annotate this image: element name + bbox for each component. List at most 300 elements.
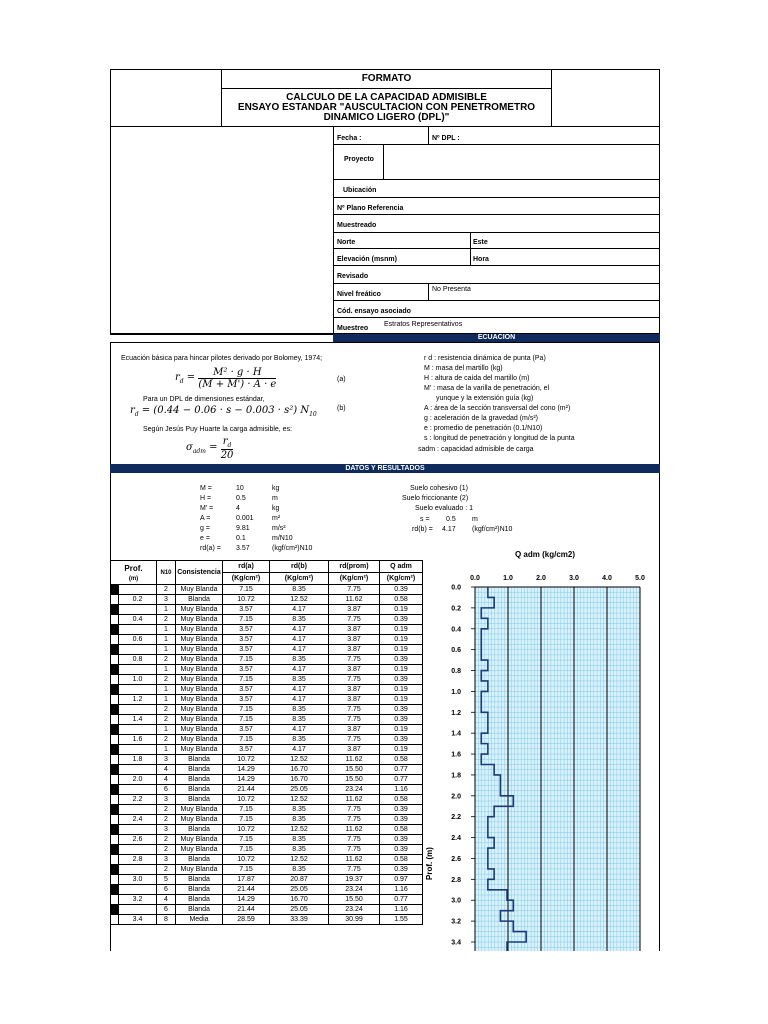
- ecuacion-band: ECUACION: [333, 334, 660, 342]
- param-key: rd(a) =: [200, 545, 221, 552]
- unit-label: (Kg/cm²): [284, 575, 314, 582]
- cell-rda: 21.44: [223, 785, 270, 795]
- cell-qadm: 0.39: [380, 675, 423, 685]
- y-tick-label: 2.0: [451, 793, 461, 801]
- cell-rdb: 4.17: [270, 605, 329, 615]
- cell-prof: 2.4: [119, 815, 157, 825]
- este-label: Este: [473, 239, 488, 246]
- cell-rdb: 4.17: [270, 725, 329, 735]
- cell-rdprom: 7.75: [329, 585, 380, 595]
- cell-consistencia: Blanda: [176, 795, 223, 805]
- y-tick-label: 2.2: [451, 814, 461, 822]
- cell-rda: 7.15: [223, 715, 270, 725]
- cell-rda: 7.15: [223, 865, 270, 875]
- cell-rdb: 20.87: [270, 875, 329, 885]
- cell-prof: 2.2: [119, 795, 157, 805]
- param-value: 9.81: [236, 525, 250, 532]
- x-tick-label: 3.0: [569, 575, 579, 582]
- cell-n10: 3: [157, 595, 176, 605]
- cell-n10: 4: [157, 895, 176, 905]
- cell-rdb: 8.35: [270, 705, 329, 715]
- cell-consistencia: Media: [176, 915, 223, 925]
- param-key: M' =: [200, 505, 214, 512]
- table-row: [111, 595, 423, 605]
- def-line: r d : resistencia dinámica de punta (Pa): [424, 355, 546, 362]
- cell-n10: 6: [157, 785, 176, 795]
- cell-qadm: 0.39: [380, 715, 423, 725]
- col-prof: [111, 561, 157, 585]
- depth-marker: [111, 595, 119, 605]
- cell-qadm: 0.39: [380, 835, 423, 845]
- cell-rda: 14.29: [223, 765, 270, 775]
- cell-rdprom: 11.62: [329, 595, 380, 605]
- cell-consistencia: Blanda: [176, 885, 223, 895]
- cell-n10: 6: [157, 885, 176, 895]
- cell-prof: 1.0: [119, 675, 157, 685]
- rdb-key: rd(b) =: [412, 526, 433, 533]
- cell-prof: 2.6: [119, 835, 157, 845]
- def-line: g : aceleración de la gravedad (m/s²): [424, 415, 538, 422]
- form-vline: [428, 126, 429, 144]
- depth-marker: [111, 615, 119, 625]
- cell-rdb: 4.17: [270, 685, 329, 695]
- table-row: [111, 825, 423, 835]
- cell-rdb: 4.17: [270, 625, 329, 635]
- def-line: sadm : capacidad admisible de carga: [418, 446, 534, 453]
- cell-rdb: 16.70: [270, 765, 329, 775]
- cell-prof: [119, 845, 157, 855]
- cell-prof: [119, 605, 157, 615]
- table-row: [111, 875, 423, 885]
- depth-marker: [111, 715, 119, 725]
- depth-marker: [111, 585, 119, 595]
- table-row: [111, 735, 423, 745]
- depth-marker: [111, 885, 119, 895]
- cell-n10: 3: [157, 795, 176, 805]
- y-tick-label: 0.2: [451, 605, 461, 613]
- plano-label: Nº Plano Referencia: [337, 205, 404, 212]
- depth-marker: [111, 765, 119, 775]
- depth-marker: [111, 725, 119, 735]
- cell-rdb: 33.39: [270, 915, 329, 925]
- ubicacion-label: Ubicación: [343, 187, 377, 194]
- cell-rdb: 4.17: [270, 745, 329, 755]
- cell-rdprom: 15.50: [329, 895, 380, 905]
- table-row: [111, 855, 423, 865]
- cell-rda: 3.57: [223, 745, 270, 755]
- cell-consistencia: Muy Blanda: [176, 725, 223, 735]
- chart-title: Q adm (kg/cm2): [514, 550, 575, 559]
- cell-rdb: 12.52: [270, 855, 329, 865]
- depth-marker: [111, 645, 119, 655]
- cell-prof: 0.2: [119, 595, 157, 605]
- cell-n10: 2: [157, 705, 176, 715]
- suelo-evaluado: Suelo evaluado : 1: [415, 505, 473, 512]
- cell-rda: 10.72: [223, 755, 270, 765]
- elevacion-label: Elevación (msnm): [337, 256, 397, 263]
- table-row: [111, 805, 423, 815]
- unit-label: (Kg/cm²): [386, 575, 416, 582]
- rdb-unit: (kgf/cm²)N10: [472, 526, 513, 533]
- depth-marker: [111, 655, 119, 665]
- fecha-label: Fecha :: [337, 135, 362, 142]
- cell-n10: 2: [157, 615, 176, 625]
- cell-rdb: 4.17: [270, 635, 329, 645]
- cell-n10: 2: [157, 655, 176, 665]
- table-row: [111, 765, 423, 775]
- form-vline: [428, 283, 429, 300]
- x-tick-label: 1.0: [503, 575, 513, 582]
- col-cons-label: Consistencia: [177, 569, 221, 576]
- y-tick-label: 3.0: [451, 897, 461, 905]
- cell-rdprom: 23.24: [329, 885, 380, 895]
- cell-rdb: 12.52: [270, 755, 329, 765]
- cell-rda: 3.57: [223, 695, 270, 705]
- cell-rda: 10.72: [223, 825, 270, 835]
- qadm-chart: [420, 568, 660, 951]
- cell-prof: 0.6: [119, 635, 157, 645]
- table-row: [111, 895, 423, 905]
- unit-label: (Kg/cm²): [339, 575, 369, 582]
- param-unit: (kgf/cm²)N10: [272, 545, 313, 552]
- def-line: A : área de la sección transversal del cono (m²): [424, 405, 571, 412]
- cell-n10: 2: [157, 735, 176, 745]
- cell-consistencia: Muy Blanda: [176, 705, 223, 715]
- cell-qadm: 0.77: [380, 765, 423, 775]
- form-vline: [470, 232, 471, 265]
- cell-consistencia: Blanda: [176, 765, 223, 775]
- cell-qadm: 0.58: [380, 855, 423, 865]
- cell-consistencia: Muy Blanda: [176, 865, 223, 875]
- cell-prof: [119, 805, 157, 815]
- col-rdb-label: rd(b): [291, 563, 307, 570]
- col-rda: [223, 561, 270, 573]
- param-value: 10: [236, 485, 244, 492]
- cell-rda: 3.57: [223, 645, 270, 655]
- cell-rdb: 8.35: [270, 835, 329, 845]
- y-tick-label: 0.0: [451, 584, 461, 592]
- cell-n10: 2: [157, 805, 176, 815]
- cell-prof: 3.0: [119, 875, 157, 885]
- cell-prof: [119, 765, 157, 775]
- cell-qadm: 0.39: [380, 815, 423, 825]
- depth-marker: [111, 795, 119, 805]
- col-rdb: [270, 561, 329, 573]
- cell-rdprom: 7.75: [329, 735, 380, 745]
- cell-rdb: 8.35: [270, 815, 329, 825]
- equation-b: $r_d = (0.44 - 0.06 \cdot s - 0.003 \cdot s^2)$ $N_{10}$: [130, 405, 317, 418]
- depth-marker: [111, 735, 119, 745]
- table-row: [111, 665, 423, 675]
- cell-rdprom: 11.62: [329, 755, 380, 765]
- cell-consistencia: Muy Blanda: [176, 715, 223, 725]
- y-tick-label: 2.8: [451, 876, 461, 884]
- cell-consistencia: Blanda: [176, 905, 223, 915]
- cell-rdprom: 7.75: [329, 675, 380, 685]
- cell-n10: 4: [157, 775, 176, 785]
- cell-rda: 3.57: [223, 685, 270, 695]
- col-rda-label: rd(a): [238, 563, 254, 570]
- cell-rdprom: 11.62: [329, 795, 380, 805]
- col-prof-unit: (m): [128, 575, 139, 582]
- depth-marker: [111, 915, 119, 925]
- table-row: [111, 775, 423, 785]
- title-line-3: DINAMICO LIGERO (DPL)": [323, 112, 450, 123]
- table-row: [111, 815, 423, 825]
- param-unit: kg: [272, 505, 280, 512]
- cell-qadm: 0.58: [380, 595, 423, 605]
- revisado-label: Revisado: [337, 273, 369, 280]
- cell-rdprom: 3.87: [329, 605, 380, 615]
- cell-prof: [119, 905, 157, 915]
- cell-rdb: 8.35: [270, 615, 329, 625]
- table-row: [111, 905, 423, 915]
- cell-n10: 2: [157, 815, 176, 825]
- cell-rda: 7.15: [223, 835, 270, 845]
- table-row: [111, 745, 423, 755]
- cell-consistencia: Blanda: [176, 755, 223, 765]
- logo-area: [110, 69, 222, 127]
- cell-n10: 1: [157, 645, 176, 655]
- cell-rdb: 16.70: [270, 775, 329, 785]
- cell-consistencia: Blanda: [176, 595, 223, 605]
- cell-rdb: 8.35: [270, 845, 329, 855]
- y-tick-label: 2.4: [451, 835, 461, 843]
- y-tick-label: 0.4: [451, 626, 461, 634]
- y-tick-label: 1.8: [451, 772, 461, 780]
- cell-n10: 1: [157, 625, 176, 635]
- cell-rdb: 8.35: [270, 805, 329, 815]
- ndpl-label: Nº DPL :: [432, 135, 460, 142]
- rdb-value: 4.17: [442, 526, 456, 533]
- depth-marker: [111, 635, 119, 645]
- unit-rdprom: [329, 573, 380, 585]
- cell-rdprom: 3.87: [329, 625, 380, 635]
- param-key: M =: [200, 485, 212, 492]
- cell-n10: 2: [157, 585, 176, 595]
- datos-band: DATOS Y RESULTADOS: [110, 464, 660, 473]
- cell-qadm: 0.19: [380, 745, 423, 755]
- col-q-label: Q adm: [390, 563, 412, 570]
- table-row: [111, 915, 423, 925]
- table-row: [111, 845, 423, 855]
- cell-n10: 1: [157, 635, 176, 645]
- y-tick-label: 1.0: [451, 688, 461, 696]
- cell-rdprom: 7.75: [329, 705, 380, 715]
- cell-rdprom: 3.87: [329, 725, 380, 735]
- cell-qadm: 1.16: [380, 905, 423, 915]
- y-tick-label: 1.2: [451, 709, 461, 717]
- muestreo-value: Estratos Representativos: [384, 321, 463, 328]
- unit-rdb: [270, 573, 329, 585]
- table-row: [111, 615, 423, 625]
- form-line: [333, 248, 660, 249]
- y-tick-label: 0.8: [451, 668, 461, 676]
- depth-marker: [111, 855, 119, 865]
- equation-a: $r_d$ = $\frac{\text{M² · g · H}}{(M + M') \cdot A \cdot e}$: [175, 367, 277, 390]
- col-rdp-label: rd(prom): [339, 563, 369, 570]
- depth-marker: [111, 785, 119, 795]
- cell-rda: 17.87: [223, 875, 270, 885]
- cell-rdprom: 7.75: [329, 835, 380, 845]
- cell-rdprom: 3.87: [329, 645, 380, 655]
- cell-qadm: 0.39: [380, 865, 423, 875]
- cell-rdb: 8.35: [270, 735, 329, 745]
- cell-rda: 14.29: [223, 775, 270, 785]
- table-row: [111, 635, 423, 645]
- cell-prof: 2.0: [119, 775, 157, 785]
- cell-consistencia: Muy Blanda: [176, 605, 223, 615]
- cell-qadm: 0.19: [380, 685, 423, 695]
- depth-marker: [111, 705, 119, 715]
- cell-rdb: 8.35: [270, 585, 329, 595]
- def-line: M : masa del martillo (kg): [424, 365, 503, 372]
- cell-rdb: 4.17: [270, 695, 329, 705]
- cell-prof: 0.4: [119, 615, 157, 625]
- muestreado-label: Muestreado: [337, 222, 377, 229]
- cell-n10: 2: [157, 715, 176, 725]
- cell-prof: [119, 685, 157, 695]
- depth-marker: [111, 835, 119, 845]
- x-tick-label: 5.0: [635, 575, 645, 582]
- norte-label: Norte: [337, 239, 356, 246]
- ecuacion-intro: Ecuación básica para hincar pilotes derivado por Bolomey, 1974;: [121, 355, 323, 362]
- cell-rdprom: 7.75: [329, 805, 380, 815]
- s-key: s =: [420, 516, 430, 523]
- cell-consistencia: Muy Blanda: [176, 685, 223, 695]
- depth-marker: [111, 875, 119, 885]
- cell-rdprom: 7.75: [329, 815, 380, 825]
- cell-rda: 7.15: [223, 815, 270, 825]
- cell-consistencia: Blanda: [176, 825, 223, 835]
- cell-rda: 7.15: [223, 805, 270, 815]
- table-row: [111, 645, 423, 655]
- cell-qadm: 0.39: [380, 615, 423, 625]
- cell-prof: 3.2: [119, 895, 157, 905]
- cell-rdprom: 23.24: [329, 905, 380, 915]
- param-unit: kg: [272, 485, 280, 492]
- cell-qadm: 0.39: [380, 735, 423, 745]
- hora-label: Hora: [473, 256, 489, 263]
- form-line: [333, 317, 660, 318]
- cell-rdprom: 15.50: [329, 775, 380, 785]
- form-frame: [110, 126, 660, 334]
- dpl-text: Para un DPL de dimensiones estándar,: [143, 396, 265, 403]
- col-consistencia: [176, 561, 223, 585]
- s-unit: m: [472, 516, 478, 523]
- cell-rda: 10.72: [223, 855, 270, 865]
- param-key: A =: [200, 515, 211, 522]
- param-value: 3.57: [236, 545, 250, 552]
- col-rdprom: [329, 561, 380, 573]
- depth-marker: [111, 845, 119, 855]
- cell-qadm: 0.39: [380, 805, 423, 815]
- form-line: [333, 197, 660, 198]
- cell-n10: 2: [157, 845, 176, 855]
- cell-rdb: 8.35: [270, 715, 329, 725]
- depth-marker: [111, 625, 119, 635]
- col-n10: [157, 561, 176, 585]
- y-tick-label: 0.6: [451, 647, 461, 655]
- cell-rdb: 25.05: [270, 905, 329, 915]
- cell-rda: 14.29: [223, 895, 270, 905]
- param-unit: m/s²: [272, 525, 286, 532]
- proyecto-label: Proyecto: [344, 156, 374, 163]
- table-row: [111, 715, 423, 725]
- table-row: [111, 795, 423, 805]
- x-tick-label: 2.0: [536, 575, 546, 582]
- y-tick-label: 2.6: [451, 855, 461, 863]
- cell-prof: [119, 705, 157, 715]
- unit-rda: [223, 573, 270, 585]
- cell-rda: 21.44: [223, 905, 270, 915]
- eq-b-tag: (b): [337, 405, 346, 412]
- cell-qadm: 1.55: [380, 915, 423, 925]
- form-line: [333, 265, 660, 266]
- cell-prof: [119, 665, 157, 675]
- cell-rda: 7.15: [223, 585, 270, 595]
- cell-n10: 8: [157, 915, 176, 925]
- cell-rdprom: 19.37: [329, 875, 380, 885]
- cell-prof: [119, 825, 157, 835]
- cell-consistencia: Muy Blanda: [176, 815, 223, 825]
- cell-qadm: 0.19: [380, 645, 423, 655]
- depth-marker: [111, 605, 119, 615]
- title-line-1: CALCULO DE LA CAPACIDAD ADMISIBLE: [286, 92, 487, 103]
- form-line: [333, 283, 660, 284]
- table-row: [111, 605, 423, 615]
- cell-rdprom: 23.24: [329, 785, 380, 795]
- param-unit: m²: [272, 515, 281, 522]
- cell-prof: [119, 625, 157, 635]
- cell-rdprom: 3.87: [329, 745, 380, 755]
- cell-qadm: 0.39: [380, 705, 423, 715]
- cell-rdprom: 3.87: [329, 635, 380, 645]
- cell-rdb: 4.17: [270, 645, 329, 655]
- y-tick-label: 1.4: [451, 730, 461, 738]
- form-vline: [383, 144, 384, 179]
- cell-rda: 10.72: [223, 795, 270, 805]
- cell-rdb: 12.52: [270, 825, 329, 835]
- depth-marker: [111, 745, 119, 755]
- cell-rdprom: 30.99: [329, 915, 380, 925]
- cell-consistencia: Blanda: [176, 855, 223, 865]
- form-line: [333, 300, 660, 301]
- cell-rdprom: 7.75: [329, 655, 380, 665]
- cell-prof: 1.4: [119, 715, 157, 725]
- cell-rdprom: 7.75: [329, 715, 380, 725]
- cell-consistencia: Blanda: [176, 895, 223, 905]
- cell-rdb: 12.52: [270, 595, 329, 605]
- cell-rda: 28.59: [223, 915, 270, 925]
- cell-consistencia: Muy Blanda: [176, 625, 223, 635]
- param-key: H =: [200, 495, 212, 502]
- cell-qadm: 0.39: [380, 845, 423, 855]
- cell-qadm: 0.58: [380, 825, 423, 835]
- col-n10-label: N10: [160, 570, 172, 576]
- depth-marker: [111, 675, 119, 685]
- cell-consistencia: Muy Blanda: [176, 695, 223, 705]
- col-qadm: [380, 561, 423, 573]
- cell-n10: 1: [157, 605, 176, 615]
- cell-qadm: 0.19: [380, 665, 423, 675]
- param-unit: m: [272, 495, 278, 502]
- cell-prof: [119, 645, 157, 655]
- cell-qadm: 1.16: [380, 785, 423, 795]
- param-key: g =: [200, 525, 210, 532]
- table-row: [111, 705, 423, 715]
- cell-qadm: 1.16: [380, 885, 423, 895]
